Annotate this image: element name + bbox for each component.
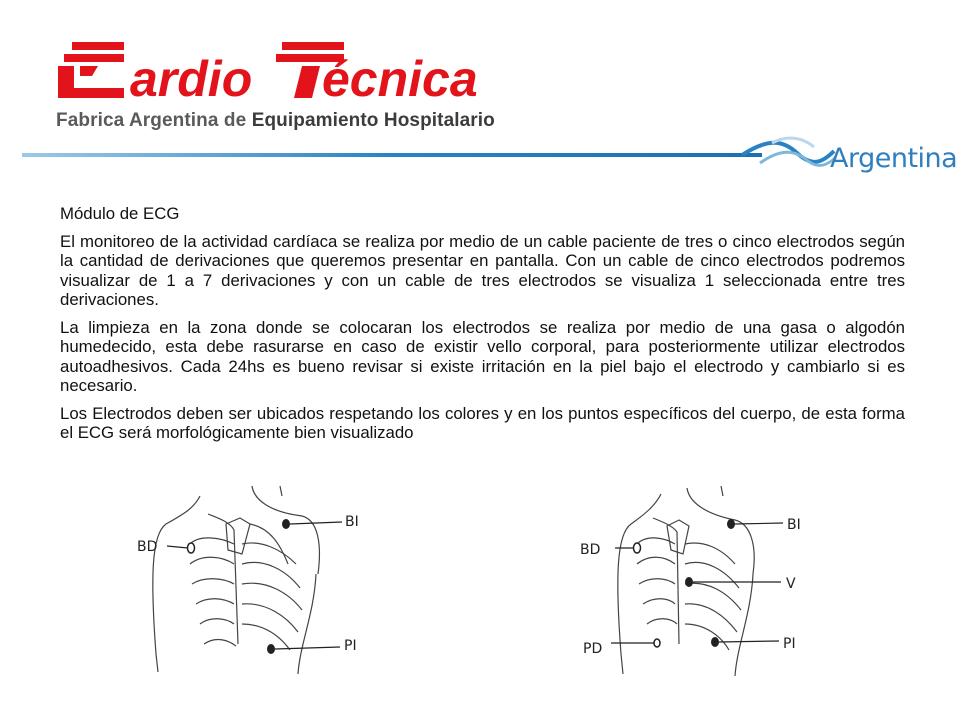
label-pi: PI <box>344 638 357 654</box>
label-v: V <box>786 576 796 592</box>
brand-first: ardio <box>130 51 253 107</box>
three-lead-diagram <box>130 484 380 684</box>
paragraph-2: La limpieza en la zona donde se colocaran los electrodos se realiza por medio de una gasa o algodón humedecido, esta debe rasurarse en caso de existir vello corporal, para posteriormente utilizar electrodos autoadhesivos. Cada 24hs es bueno revisar si existe irritación en la piel bajo el electrodo y cambiarlo si es necesario. <box>60 317 905 395</box>
electrode-bi <box>282 519 290 529</box>
section-title: Módulo de ECG <box>60 204 180 223</box>
tagline-prefix: Fabrica Argentina de <box>56 110 247 131</box>
electrode-bd <box>188 543 195 553</box>
electrode-pi <box>267 644 275 654</box>
label-bi: BI <box>787 517 801 533</box>
tagline-bold: Equipamiento Hospitalario <box>251 110 495 131</box>
five-lead-diagram <box>575 484 810 684</box>
paragraph-1: El monitoreo de la actividad cardíaca se realiza por medio de un cable paciente de tres o cinco electrodos según la cantidad de derivaciones que queremos presentar en pantalla. Con un cable de cinco electrodos podremos visualizar de 1 a 7 derivaciones y con un cable de tres electrodos se visualiza 1 seleccionada entre tres derivaciones. <box>60 231 905 309</box>
electrode-v <box>685 577 693 587</box>
label-bi: BI <box>345 514 359 530</box>
label-bd: BD <box>580 542 601 558</box>
tagline <box>56 110 495 132</box>
label-pi: PI <box>783 636 796 652</box>
electrode-pi <box>711 637 719 647</box>
brand-second: écnica <box>322 51 478 107</box>
torso-outline-left <box>153 486 320 674</box>
paragraph-3: Los Electrodos deben ser ubicados respetando los colores y en los puntos específicos del cuerpo, de esta forma el ECG será morfológicamente bien visualizado <box>60 403 905 442</box>
label-pd: PD <box>583 641 603 657</box>
ecg-description <box>60 204 905 451</box>
cardio-tecnica-logo <box>50 38 535 138</box>
electrode-bi <box>727 519 735 529</box>
electrode-pd <box>654 639 660 647</box>
electrode-bd <box>634 543 641 553</box>
header-divider <box>22 133 960 183</box>
brand-wordmark <box>50 38 535 108</box>
argentina-logo-text: Argentina <box>830 143 958 174</box>
label-bd: BD <box>137 539 158 555</box>
